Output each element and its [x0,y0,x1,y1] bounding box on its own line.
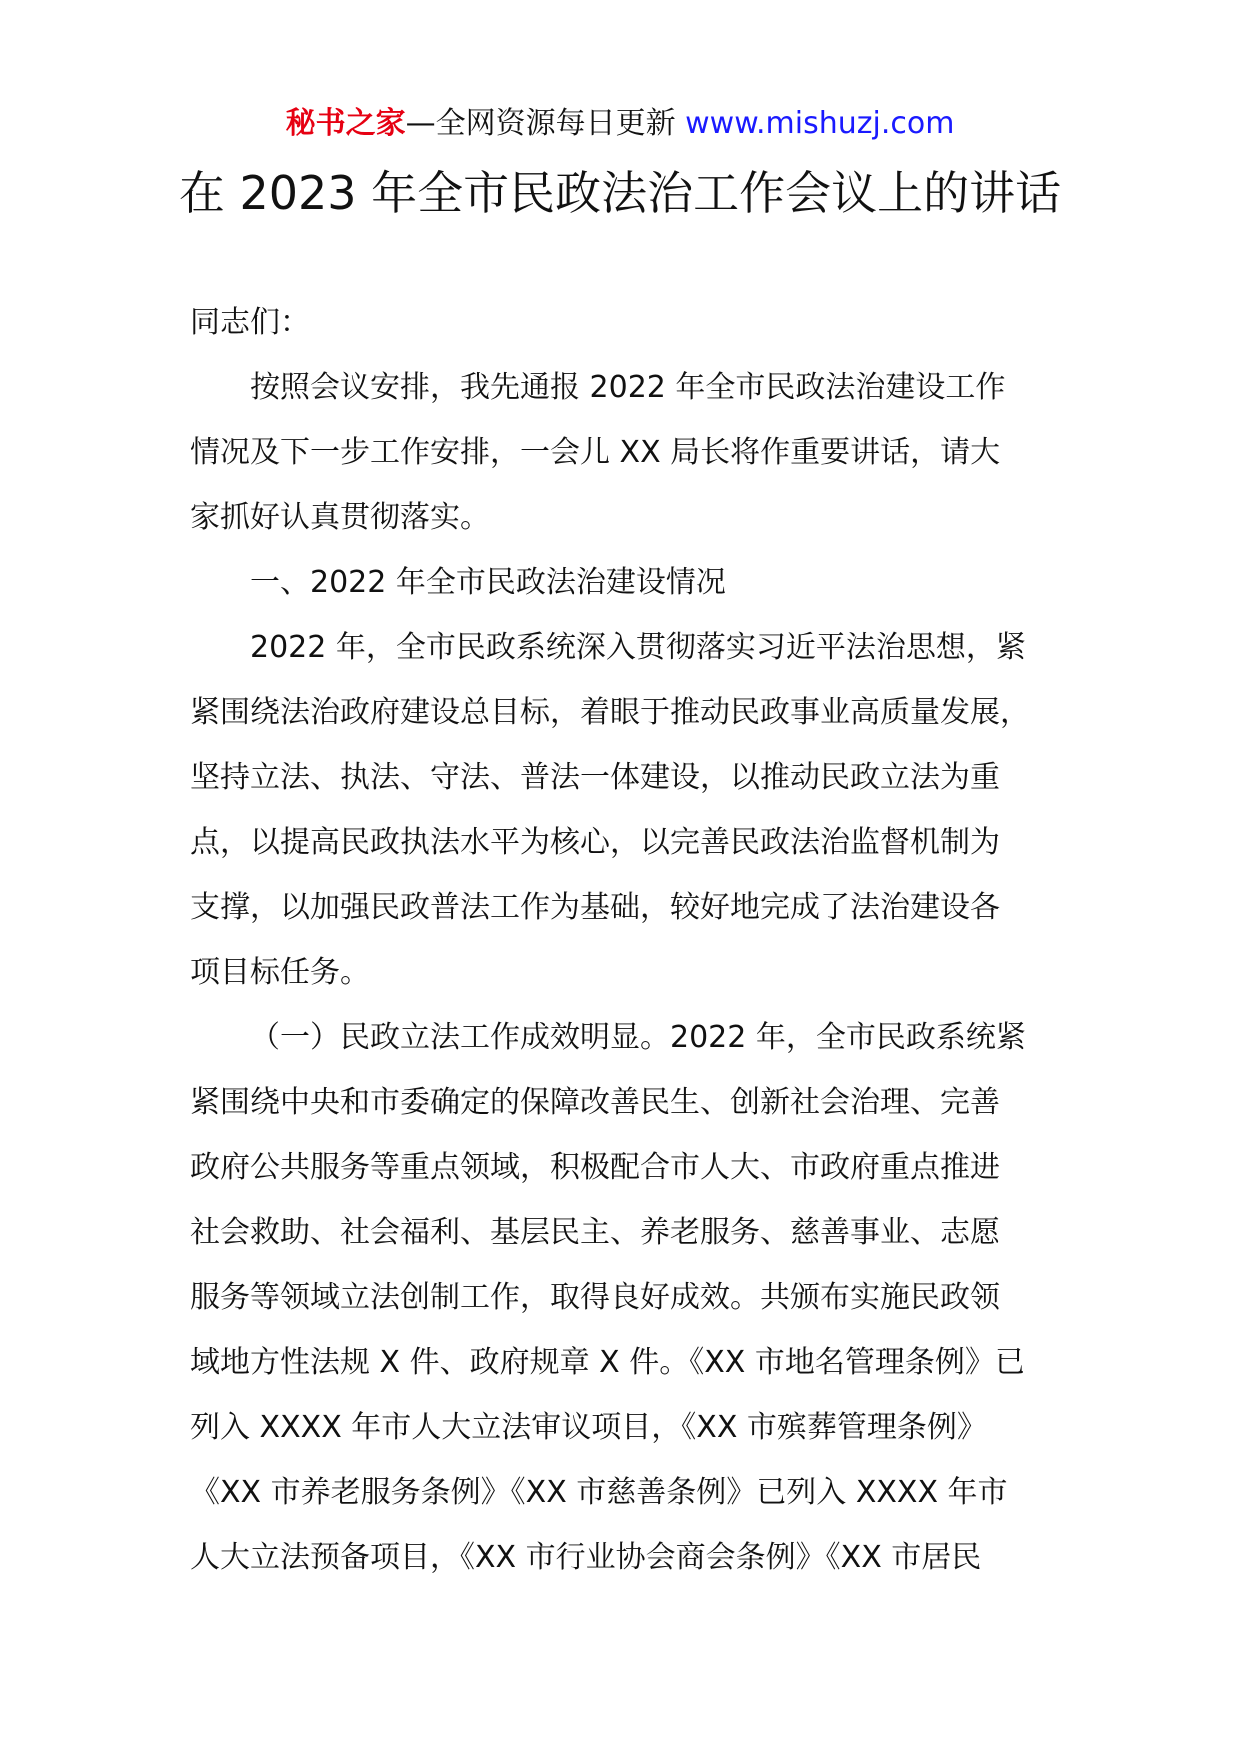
paragraph-line: 支撑，以加强民政普法工作为基础，较好地完成了法治建设各 [190,890,1000,925]
paragraph-line: 按照会议安排，我先通报 2022 年全市民政法治建设工作 [250,370,1006,405]
paragraph-line: 紧围绕中央和市委确定的保障改善民生、创新社会治理、完善 [190,1085,1000,1120]
paragraph-line: 坚持立法、执法、守法、普法一体建设，以推动民政立法为重 [190,760,1000,795]
salutation: 同志们： [190,305,310,340]
paragraph-line: 紧围绕法治政府建设总目标，着眼于推动民政事业高质量发展， [190,695,1030,730]
brand-name: 秘书之家 [285,106,406,141]
paragraph-line: 情况及下一步工作安排，一会儿 XX 局长将作重要讲话，请大 [190,435,1001,470]
header-tagline: —全网资源每日更新 [405,106,686,141]
site-header [0,104,1240,144]
paragraph-line: （一）民政立法工作成效明显。2022 年，全市民政系统紧 [250,1020,1026,1055]
paragraph-line: 点，以提高民政执法水平为核心，以完善民政法治监督机制为 [190,825,1000,860]
paragraph-line: 列入 XXXX 年市人大立法审议项目，《XX 市殡葬管理条例》 [190,1410,987,1445]
paragraph-line: 政府公共服务等重点领域，积极配合市人大、市政府重点推进 [190,1150,1000,1185]
section-heading: 一、2022 年全市民政法治建设情况 [250,565,726,600]
document-body [190,290,1060,1590]
paragraph-line: 2022 年，全市民政系统深入贯彻落实习近平法治思想，紧 [250,630,1026,665]
paragraph-line: 《XX 市养老服务条例》《XX 市慈善条例》已列入 XXXX 年市 [190,1475,1008,1510]
site-url[interactable]: www.mishuzj.com [685,106,955,141]
document-title: 在 2023 年全市民政法治工作会议上的讲话 [178,166,1062,220]
paragraph-line: 人大立法预备项目，《XX 市行业协会商会条例》《XX 市居民 [190,1540,982,1575]
paragraph-line: 社会救助、社会福利、基层民主、养老服务、慈善事业、志愿 [190,1215,1000,1250]
paragraph-line: 项目标任务。 [190,955,370,990]
paragraph-line: 服务等领域立法创制工作，取得良好成效。共颁布实施民政领 [190,1280,1000,1315]
paragraph-line: 家抓好认真贯彻落实。 [190,500,490,535]
paragraph-line: 域地方性法规 X 件、政府规章 X 件。《XX 市地名管理条例》已 [190,1345,1025,1380]
